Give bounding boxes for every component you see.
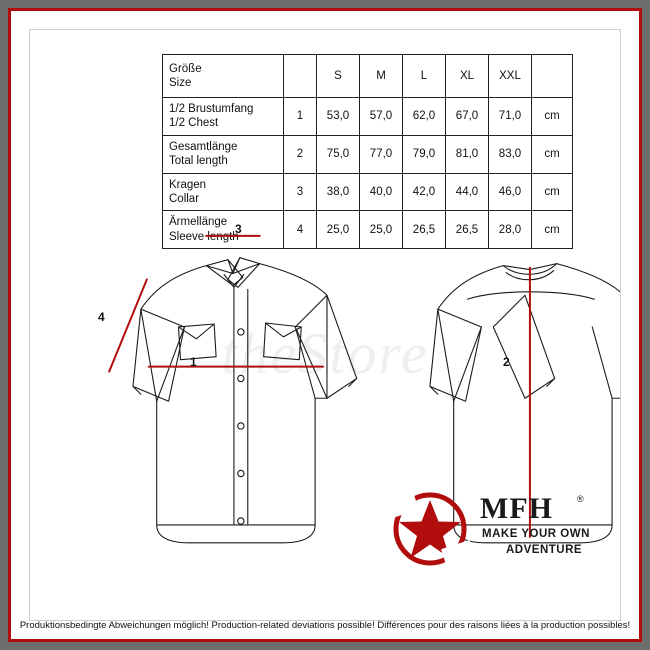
row-sleeve-xxl: 28,0 — [489, 211, 532, 249]
logo-tagline-line2: ADVENTURE — [506, 544, 583, 556]
measure-label-sleeve: 4 — [98, 310, 105, 324]
row-num-collar: 3 — [284, 173, 317, 211]
row-num-sleeve: 4 — [284, 211, 317, 249]
table-row — [163, 211, 573, 249]
header-size-label-de: Größe — [169, 62, 202, 75]
header-col-m: M — [360, 55, 403, 98]
content-area — [29, 29, 621, 621]
header-num-blank — [284, 55, 317, 98]
row-num-length: 2 — [284, 135, 317, 173]
row-collar-m: 40,0 — [360, 173, 403, 211]
header-unit-blank — [532, 55, 573, 98]
row-chest-xl: 67,0 — [446, 98, 489, 136]
table-row — [163, 98, 573, 136]
table-header-row — [163, 55, 573, 98]
row-length-xxl: 83,0 — [489, 135, 532, 173]
row-length-l: 79,0 — [403, 135, 446, 173]
header-col-l: L — [403, 55, 446, 98]
footer-note: Produktionsbedingte Abweichungen möglich! Production-related deviations possible! Différences pour des raisons liées à la production possibles! — [19, 620, 631, 631]
row-label-collar — [163, 173, 284, 211]
header-size-label-en: Size — [169, 77, 192, 89]
row-collar-xxl: 46,0 — [489, 173, 532, 211]
row-label-chest-de: 1/2 Brustumfang — [169, 103, 254, 115]
logo-tagline-line1: MAKE YOUR OWN — [482, 528, 590, 540]
row-label-length-de: Gesamtlänge — [169, 140, 238, 153]
row-sleeve-l: 26,5 — [403, 211, 446, 249]
row-length-s: 75,0 — [317, 135, 360, 173]
row-collar-s: 38,0 — [317, 173, 360, 211]
row-label-length — [163, 135, 284, 173]
row-chest-xxl: 71,0 — [489, 98, 532, 136]
mfh-logo — [384, 490, 594, 568]
row-collar-l: 42,0 — [403, 173, 446, 211]
row-chest-unit: cm — [532, 98, 573, 136]
header-col-s: S — [317, 55, 360, 98]
row-sleeve-xl: 26,5 — [446, 211, 489, 249]
row-label-sleeve-de: Ärmellänge — [169, 216, 228, 229]
measure-label-total-length: 2 — [503, 355, 510, 369]
table-row — [163, 135, 573, 173]
page-frame — [8, 8, 642, 642]
row-label-collar-de: Kragen — [169, 178, 207, 191]
table-row — [163, 173, 573, 211]
measure-label-chest: 1 — [190, 355, 197, 369]
row-sleeve-unit: cm — [532, 211, 573, 249]
row-length-m: 77,0 — [360, 135, 403, 173]
row-sleeve-s: 25,0 — [317, 211, 360, 249]
row-label-chest-en: 1/2 Chest — [169, 117, 219, 130]
measure-line-sleeve — [109, 279, 147, 371]
row-label-sleeve — [163, 211, 284, 249]
row-label-chest — [163, 98, 284, 136]
measure-label-collar: 3 — [235, 222, 242, 236]
row-num-chest: 1 — [284, 98, 317, 136]
size-chart-table — [162, 54, 573, 249]
row-label-collar-en: Collar — [169, 192, 200, 205]
star-icon — [384, 490, 476, 568]
row-label-sleeve-en: Sleeve length — [169, 230, 239, 243]
logo-brand: MFH — [480, 492, 553, 525]
row-sleeve-m: 25,0 — [360, 211, 403, 249]
row-label-length-en: Total length — [169, 155, 228, 168]
watermark-text: theStore — [221, 321, 429, 386]
header-size-label — [163, 55, 284, 98]
row-length-unit: cm — [532, 135, 573, 173]
row-chest-l: 62,0 — [403, 98, 446, 136]
logo-registered: ® — [577, 494, 584, 504]
header-col-xl: XL — [446, 55, 489, 98]
header-col-xxl: XXL — [489, 55, 532, 98]
row-collar-xl: 44,0 — [446, 173, 489, 211]
row-chest-m: 57,0 — [360, 98, 403, 136]
row-collar-unit: cm — [532, 173, 573, 211]
row-length-xl: 81,0 — [446, 135, 489, 173]
row-chest-s: 53,0 — [317, 98, 360, 136]
